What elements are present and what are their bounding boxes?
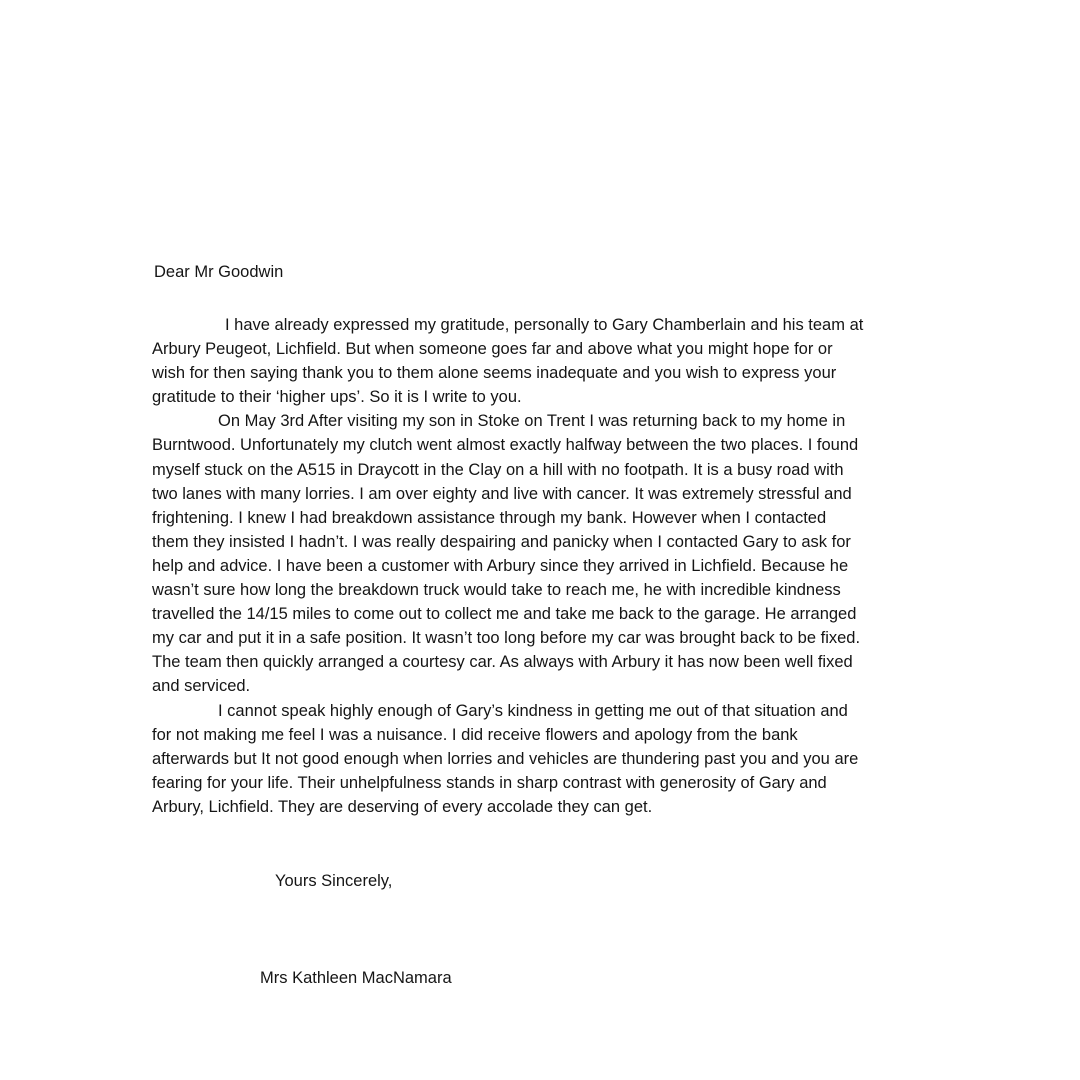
paragraph-1-line-3: wish for then saying thank you to them alone seems inadequate and you wish to express your — [152, 364, 837, 383]
paragraph-3-line-3: afterwards but It not good enough when lorries and vehicles are thundering past you and you are — [152, 749, 859, 768]
paragraph-2-line-1: On May 3rd After visiting my son in Stoke on Trent I was returning back to my home in — [218, 412, 846, 431]
paragraph-1-line-2: Arbury Peugeot, Lichfield. But when someone goes far and above what you might hope for or — [152, 340, 833, 359]
salutation: Dear Mr Goodwin — [154, 263, 284, 281]
signature-name: Mrs Kathleen MacNamara — [260, 969, 452, 987]
paragraph-3-line-5: Arbury, Lichfield. They are deserving of every accolade they can get. — [152, 797, 653, 816]
paragraph-2-line-9: travelled the 14/15 miles to come out to collect me and take me back to the garage. He arranged — [152, 605, 857, 624]
paragraph-2-line-4: two lanes with many lorries. I am over eighty and live with cancer. It was extremely stressful and — [152, 484, 852, 503]
paragraph-2-line-12: and serviced. — [152, 677, 251, 696]
letter-body — [152, 313, 912, 819]
paragraph-2-line-3: myself stuck on the A515 in Draycott in the Clay on a hill with no footpath. It is a busy road with — [152, 460, 844, 479]
paragraph-2-line-6: them they insisted I hadn’t. I was really despairing and panicky when I contacted Gary to ask for — [152, 532, 851, 551]
closing: Yours Sincerely, — [275, 872, 393, 890]
paragraph-2-line-2: Burntwood. Unfortunately my clutch went almost exactly halfway between the two places. I found — [152, 436, 859, 455]
paragraph-3-line-1: I cannot speak highly enough of Gary’s kindness in getting me out of that situation and — [218, 701, 848, 720]
paragraph-2-line-10: my car and put it in a safe position. It wasn’t too long before my car was brought back to be fixed. — [152, 629, 861, 648]
paragraph-1-line-4: gratitude to their ‘higher ups’. So it is I write to you. — [152, 388, 522, 407]
paragraph-2-line-7: help and advice. I have been a customer with Arbury since they arrived in Lichfield. Because he — [152, 556, 849, 575]
paragraph-2-line-11: The team then quickly arranged a courtesy car. As always with Arbury it has now been well fixed — [152, 653, 853, 672]
paragraph-3-line-4: fearing for your life. Their unhelpfulness stands in sharp contrast with generosity of Gary and — [152, 773, 827, 792]
paragraph-2-line-5: frightening. I knew I had breakdown assistance through my bank. However when I contacted — [152, 508, 827, 527]
paragraph-2-line-8: wasn’t sure how long the breakdown truck would take to reach me, he with incredible kindness — [152, 581, 841, 600]
paragraph-3-line-2: for not making me feel I was a nuisance. I did receive flowers and apology from the bank — [152, 725, 798, 744]
paragraph-1-line-1: I have already expressed my gratitude, personally to Gary Chamberlain and his team at — [225, 316, 864, 334]
